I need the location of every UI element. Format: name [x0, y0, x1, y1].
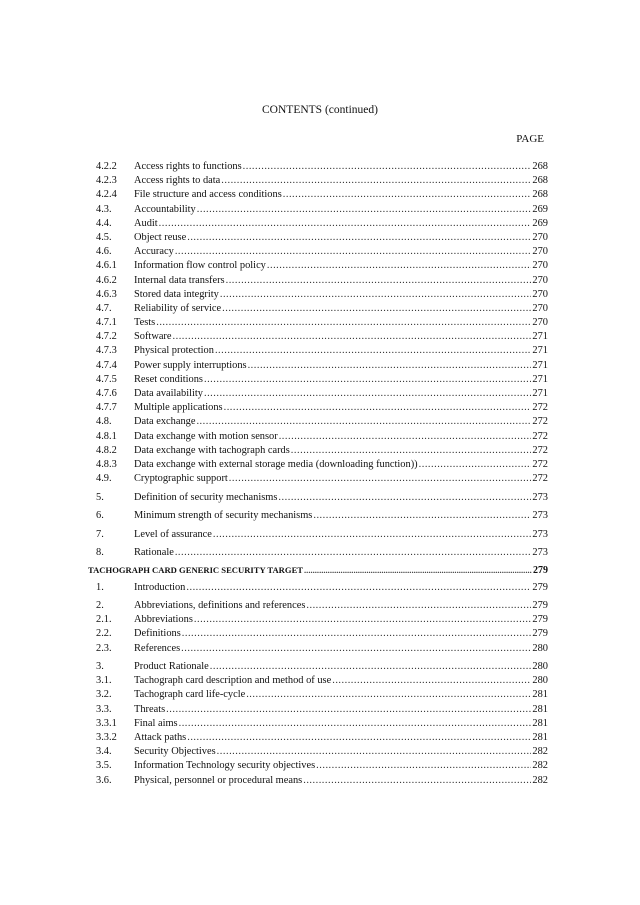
- dot-leader: [166, 703, 531, 717]
- toc-entry-page: 272: [532, 402, 548, 414]
- toc-entry[interactable]: [88, 444, 548, 458]
- dot-leader: [313, 509, 531, 523]
- toc-entry-number: 4.8.2: [96, 444, 117, 456]
- toc-entry[interactable]: [88, 387, 548, 401]
- toc-entry-number: 4.7.7: [96, 402, 117, 414]
- toc-entry-page: 279: [532, 600, 548, 612]
- toc-entry-title: Internal data transfers: [134, 274, 225, 286]
- toc-entry-page: 272: [532, 458, 548, 470]
- toc-entry-title: Power supply interruptions: [134, 359, 247, 371]
- dot-leader: [156, 316, 531, 330]
- toc-entry-page: 281: [532, 717, 548, 729]
- toc-entry[interactable]: [88, 415, 548, 429]
- dot-leader: [173, 330, 532, 344]
- toc-entry-page: 273: [532, 510, 548, 522]
- toc-entry-title: Minimum strength of security mechanisms: [134, 510, 313, 522]
- toc-entry[interactable]: [88, 401, 548, 415]
- toc-entry[interactable]: [88, 528, 548, 542]
- dot-leader: [182, 627, 532, 641]
- toc-entry-number: 4.7.3: [96, 345, 117, 357]
- toc-entry-page: 270: [532, 288, 548, 300]
- toc-entry[interactable]: [88, 642, 548, 656]
- toc-entry-number: 2.1.: [96, 614, 112, 626]
- toc-entry-title: Access rights to functions: [134, 161, 242, 172]
- toc-entry-number: 4.3.: [96, 203, 112, 215]
- toc-entry-title: Product Rationale: [134, 661, 209, 673]
- toc-entry-page: 279: [533, 565, 548, 577]
- toc-entry-number: 3.3.1: [96, 717, 117, 729]
- toc-entry[interactable]: [88, 458, 548, 472]
- dot-leader: [215, 344, 531, 358]
- toc-entry-number: 3.6.: [96, 774, 112, 786]
- toc-entry-page: 268: [532, 161, 548, 172]
- dot-leader: [175, 245, 532, 259]
- toc-entry-page: 273: [532, 547, 548, 559]
- dot-leader: [220, 288, 532, 302]
- toc-entry-title: Tachograph card life-cycle: [134, 689, 246, 701]
- toc-entry-title: Data exchange with motion sensor: [134, 430, 278, 442]
- toc-entry-title: Tachograph card description and method of use: [134, 675, 332, 687]
- toc-entry-title: Object reuse: [134, 231, 187, 243]
- toc-entry-title: Abbreviations, definitions and references: [134, 600, 306, 612]
- toc-entry-number: 4.7.4: [96, 359, 117, 371]
- toc-entry-title: Threats: [134, 703, 166, 715]
- toc-entry-title: File structure and access conditions: [134, 189, 282, 201]
- toc-entry-number: 4.7.1: [96, 317, 117, 329]
- toc-entry-page: 272: [532, 444, 548, 456]
- toc-entry-title: Abbreviations: [134, 614, 193, 626]
- dot-leader: [248, 359, 532, 373]
- toc-entry-number: 1.: [96, 581, 104, 593]
- toc-entry[interactable]: [88, 674, 548, 688]
- dot-leader: [194, 613, 532, 627]
- toc-entry-title: Accuracy: [134, 246, 174, 258]
- dot-leader: [303, 774, 531, 788]
- toc-entry[interactable]: [88, 745, 548, 759]
- toc-entry-title: Data exchange with external storage media (downloading function)): [134, 458, 418, 470]
- toc-entry-page: 273: [532, 528, 548, 540]
- toc-entry[interactable]: [88, 245, 548, 259]
- toc-entry-number: 4.7.5: [96, 373, 117, 385]
- toc-entry-title: Physical, personnel or procedural means: [134, 774, 303, 786]
- toc-entry-number: 2.2.: [96, 628, 112, 640]
- toc-entry-page: 279: [532, 628, 548, 640]
- toc-entry-title: Data exchange with tachograph cards: [134, 444, 290, 456]
- toc-entry-number: 3.5.: [96, 760, 112, 772]
- toc-entry-page: 282: [532, 760, 548, 772]
- toc-entry-page: 269: [532, 203, 548, 215]
- toc-entry-page: 282: [532, 746, 548, 758]
- toc-entry[interactable]: [88, 703, 548, 717]
- toc-entry-number: 3.4.: [96, 746, 112, 758]
- toc-entry-title: Introduction: [134, 581, 186, 593]
- toc-entry-number: 4.7.6: [96, 388, 117, 399]
- table-of-contents: [88, 160, 548, 788]
- toc-entry-number: 4.8.1: [96, 430, 117, 442]
- dot-leader: [181, 642, 531, 656]
- toc-entry-number: 4.6.3: [96, 288, 117, 300]
- toc-entry-page: 269: [532, 217, 548, 229]
- toc-entry-title: Physical protection: [134, 345, 214, 357]
- dot-leader: [179, 717, 532, 731]
- toc-entry[interactable]: [88, 160, 548, 174]
- toc-entry-title: Data exchange: [134, 416, 196, 428]
- toc-entry[interactable]: [88, 509, 548, 523]
- toc-entry-number: 4.6.2: [96, 274, 117, 286]
- toc-entry-title: Audit: [134, 217, 158, 229]
- toc-entry-number: 3.3.: [96, 703, 112, 715]
- dot-leader: [187, 231, 531, 245]
- dot-leader: [226, 274, 532, 288]
- toc-entry-number: 8.: [96, 547, 104, 559]
- toc-entry-title: Access rights to data: [134, 175, 221, 187]
- toc-entry-number: 7.: [96, 528, 104, 540]
- page-column-label: PAGE: [516, 133, 544, 145]
- toc-entry-number: 5.: [96, 491, 104, 503]
- toc-entry-title: Security Objectives: [134, 746, 216, 758]
- toc-entry[interactable]: [88, 274, 548, 288]
- toc-entry-title: Accountability: [134, 203, 196, 215]
- dot-leader: [267, 259, 532, 273]
- toc-entry-number: 4.7.: [96, 302, 112, 314]
- toc-entry-page: 279: [532, 614, 548, 626]
- dot-leader: [196, 415, 531, 429]
- toc-entry[interactable]: [88, 231, 548, 245]
- toc-entry-title: References: [134, 642, 181, 654]
- toc-entry-page: 270: [532, 317, 548, 329]
- toc-entry[interactable]: [88, 302, 548, 316]
- toc-entry-number: 2.3.: [96, 642, 112, 654]
- toc-entry-page: 271: [532, 345, 548, 357]
- toc-entry-page: 270: [532, 302, 548, 314]
- dot-leader: [279, 430, 532, 444]
- toc-entry-page: 279: [532, 581, 548, 593]
- toc-entry-number: 4.7.2: [96, 331, 117, 343]
- toc-entry-page: 272: [532, 473, 548, 485]
- toc-entry-title: Information Technology security objectives: [134, 760, 316, 772]
- dot-leader: [224, 401, 532, 415]
- toc-entry[interactable]: [88, 688, 548, 702]
- toc-entry[interactable]: [88, 599, 548, 613]
- dot-leader: [243, 160, 532, 174]
- toc-entry[interactable]: [88, 174, 548, 188]
- toc-entry-page: 280: [532, 642, 548, 654]
- dot-leader: [221, 174, 531, 188]
- toc-entry-number: 3.1.: [96, 675, 112, 687]
- toc-entry-title: Final aims: [134, 717, 178, 729]
- toc-entry-page: 268: [532, 189, 548, 201]
- dot-leader: [283, 188, 532, 202]
- dot-leader: [246, 688, 531, 702]
- toc-entry[interactable]: [88, 203, 548, 217]
- dot-leader: [213, 528, 532, 542]
- toc-entry-page: 270: [532, 260, 548, 272]
- toc-entry[interactable]: [88, 359, 548, 373]
- toc-entry-page: 271: [532, 388, 548, 399]
- toc-entry-title: Multiple applications: [134, 402, 223, 414]
- toc-entry[interactable]: [88, 217, 548, 231]
- dot-leader: [175, 546, 532, 560]
- toc-entry-number: 4.8.: [96, 416, 112, 428]
- toc-entry-number: 3.3.2: [96, 732, 117, 744]
- toc-entry-number: 3.2.: [96, 689, 112, 701]
- toc-entry-number: 4.8.3: [96, 458, 117, 470]
- toc-entry-number: 4.9.: [96, 473, 112, 485]
- toc-entry-title: Level of assurance: [134, 528, 212, 540]
- toc-entry-page: 271: [532, 373, 548, 385]
- toc-entry-page: 270: [532, 246, 548, 258]
- toc-entry-title: Rationale: [134, 547, 174, 559]
- toc-entry-title: Data availability: [134, 388, 203, 399]
- toc-entry-number: 4.5.: [96, 231, 112, 243]
- toc-entry-title: Information flow control policy: [134, 260, 266, 272]
- toc-entry[interactable]: [88, 330, 548, 344]
- toc-entry-title: Reliability of service: [134, 302, 222, 314]
- toc-entry[interactable]: [88, 627, 548, 641]
- toc-entry[interactable]: [88, 660, 548, 674]
- toc-entry[interactable]: [88, 774, 548, 788]
- toc-entry-page: 273: [532, 491, 548, 503]
- dot-leader: [159, 217, 532, 231]
- toc-entry-page: 280: [532, 675, 548, 687]
- toc-entry-title: Definitions: [134, 628, 181, 640]
- toc-entry[interactable]: [88, 188, 548, 202]
- dot-leader: [419, 458, 532, 472]
- dot-leader: [217, 745, 532, 759]
- toc-entry-title: Attack paths: [134, 732, 187, 744]
- dot-leader: [291, 444, 532, 458]
- toc-entry-number: 4.4.: [96, 217, 112, 229]
- dot-leader: [204, 373, 531, 387]
- contents-heading: CONTENTS (continued): [262, 104, 378, 116]
- toc-entry[interactable]: [88, 316, 548, 330]
- dot-leader: [332, 674, 531, 688]
- toc-entry-number: 4.2.3: [96, 175, 117, 187]
- toc-entry-title: Software: [134, 331, 172, 343]
- toc-entry-title: Reset conditions: [134, 373, 203, 385]
- toc-entry-page: 272: [532, 430, 548, 442]
- toc-entry[interactable]: [88, 731, 548, 745]
- toc-entry[interactable]: [88, 430, 548, 444]
- dot-leader: [197, 203, 532, 217]
- toc-entry[interactable]: [88, 288, 548, 302]
- dot-leader: [210, 660, 532, 674]
- dot-leader: [304, 563, 532, 577]
- toc-entry-number: 4.6.: [96, 246, 112, 258]
- toc-entry[interactable]: [88, 613, 548, 627]
- toc-entry-page: 281: [532, 732, 548, 744]
- toc-entry-page: 270: [532, 231, 548, 243]
- toc-entry[interactable]: [88, 491, 548, 505]
- dot-leader: [278, 491, 531, 505]
- toc-entry[interactable]: [88, 717, 548, 731]
- toc-entry-number: 2.: [96, 600, 104, 612]
- toc-entry-title: Definition of security mechanisms: [134, 491, 278, 503]
- toc-entry-page: 271: [532, 359, 548, 371]
- dot-leader: [204, 387, 531, 401]
- toc-entry-number: 6.: [96, 510, 104, 522]
- toc-entry-number: 4.2.4: [96, 189, 117, 201]
- dot-leader: [229, 472, 532, 486]
- toc-entry-page: 268: [532, 175, 548, 187]
- toc-entry-page: 272: [532, 416, 548, 428]
- dot-leader: [316, 759, 531, 773]
- toc-entry-page: 281: [532, 703, 548, 715]
- toc-entry-page: 270: [532, 274, 548, 286]
- toc-entry-number: 4.2.2: [96, 161, 117, 172]
- dot-leader: [222, 302, 531, 316]
- toc-entry[interactable]: [88, 344, 548, 358]
- toc-entry-page: 271: [532, 331, 548, 343]
- toc-entry[interactable]: [88, 546, 548, 560]
- toc-entry[interactable]: [88, 581, 548, 595]
- dot-leader: [306, 599, 531, 613]
- toc-entry-title: Stored data integrity: [134, 288, 219, 300]
- toc-entry[interactable]: [88, 472, 548, 486]
- toc-entry-page: 281: [532, 689, 548, 701]
- toc-entry-number: 4.6.1: [96, 260, 117, 272]
- toc-entry-page: 280: [532, 661, 548, 673]
- toc-entry-title: Tests: [134, 317, 156, 329]
- toc-entry-number: 3.: [96, 661, 104, 673]
- toc-part-title: TACHOGRAPH CARD GENERIC SECURITY TARGET: [88, 565, 304, 576]
- dot-leader: [186, 581, 531, 595]
- toc-entry-title: Cryptographic support: [134, 473, 228, 485]
- toc-entry[interactable]: [88, 373, 548, 387]
- dot-leader: [187, 731, 531, 745]
- toc-part-heading[interactable]: [88, 563, 548, 576]
- toc-entry[interactable]: [88, 759, 548, 773]
- toc-entry[interactable]: [88, 259, 548, 273]
- toc-entry-page: 282: [532, 774, 548, 786]
